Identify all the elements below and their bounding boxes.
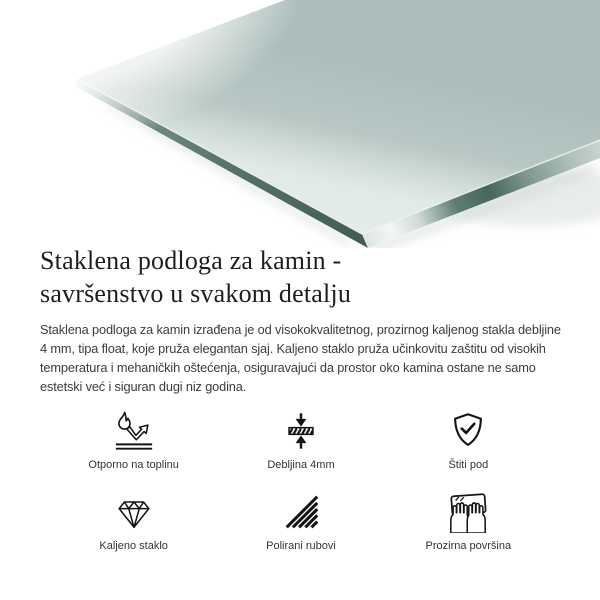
shield-check-icon (447, 410, 489, 452)
tempered-glass-diamond-icon (113, 491, 155, 533)
feature-label: Polirani rubovi (266, 540, 336, 552)
feature-thickness (217, 410, 384, 471)
glass-sheet-photo (0, 0, 600, 240)
feature-label: Prozirna površina (425, 540, 512, 552)
thickness-icon (280, 410, 322, 452)
feature-grid (40, 410, 560, 552)
feature-heat-resistant (50, 410, 217, 471)
transparent-surface-hands-icon (447, 491, 489, 533)
glass-photo-illustration (0, 0, 600, 248)
page-title-line-2: savršenstvo u svakom detalju (40, 279, 352, 308)
white-fade-overlay (0, 0, 430, 210)
feature-transparent-surface (385, 491, 552, 552)
feature-label: Kaljeno staklo (99, 540, 168, 552)
feature-floor-protection (385, 410, 552, 471)
feature-label: Otporno na toplinu (88, 459, 179, 471)
heat-resistant-icon (113, 410, 155, 452)
feature-label: Štiti pod (448, 459, 489, 471)
feature-label: Debljina 4mm (267, 459, 335, 471)
feature-polished-edges (217, 491, 384, 552)
page-title (40, 244, 560, 310)
feature-tempered-glass (50, 491, 217, 552)
page-title-line-1: Staklena podloga za kamin - (40, 246, 342, 275)
product-description-text: Staklena podloga za kamin izrađena je od visokokvalitetnog, prozirnog kaljenog stakla debljine 4 mm, tipa float, koje pruža elegantan sjaj. Kaljeno staklo pruža učinkovitu zaštitu od visokih temperatura i mehaničkih oštećenja, osiguravajući da prostor oko kamina ostane ne samo estetski već i siguran dugi niz godina. (40, 322, 561, 394)
description-section (0, 244, 600, 552)
polished-edges-icon (280, 491, 322, 533)
